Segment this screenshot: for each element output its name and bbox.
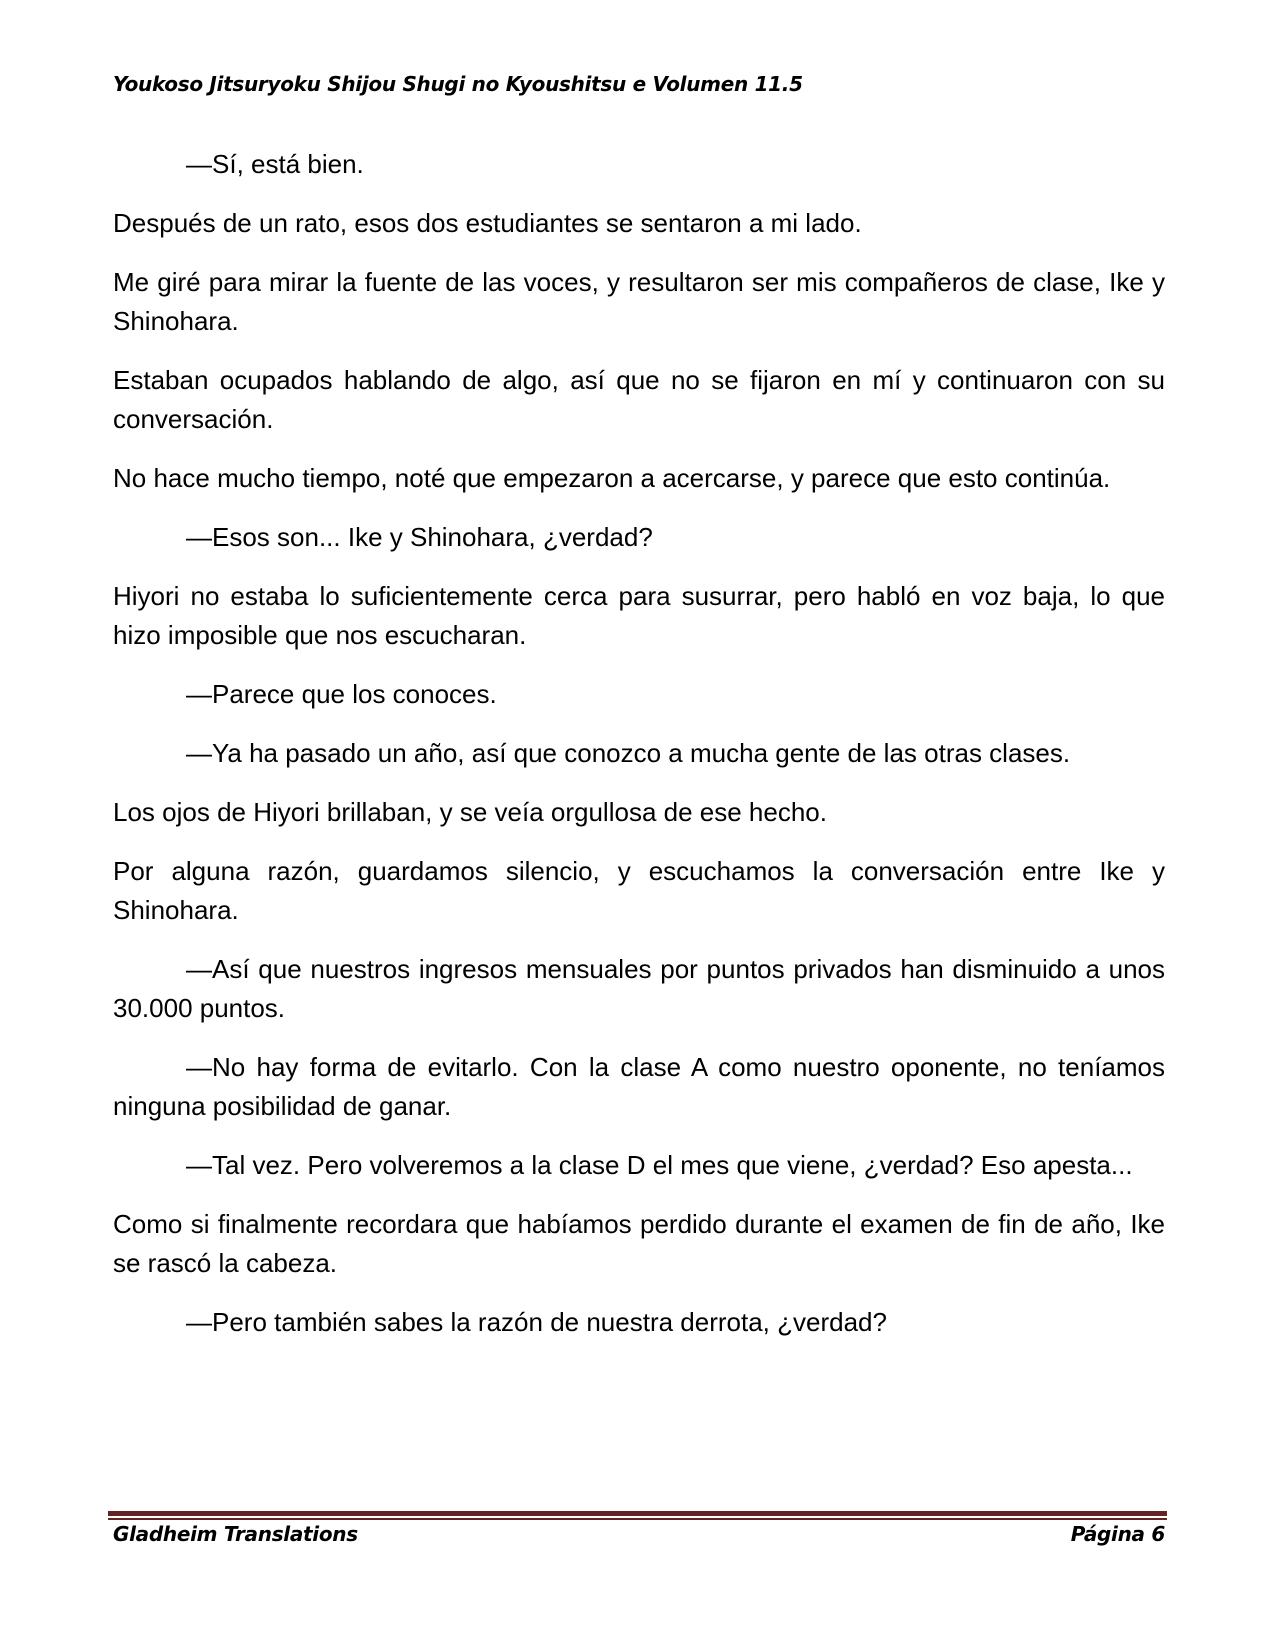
body-text (113, 145, 1165, 1362)
paragraph-dialogue: —Esos son... Ike y Shinohara, ¿verdad? (186, 522, 653, 552)
footer-page-number: Página 6 (1070, 1522, 1165, 1546)
paragraph-dialogue: —Tal vez. Pero volveremos a la clase D el mes que viene, ¿verdad? Eso apesta... (186, 1150, 1133, 1180)
page-footer (113, 1522, 1165, 1552)
footer-translator-credit: Gladheim Translations (113, 1522, 358, 1546)
paragraph: No hace mucho tiempo, noté que empezaron a acercarse, y parece que esto continúa. (113, 463, 1111, 493)
paragraph-dialogue: —Parece que los conoces. (186, 679, 497, 709)
paragraph: Hiyori no estaba lo suficientemente cerca para susurrar, pero habló en voz baja, lo que hizo imposible que nos escucharan. (113, 581, 1165, 650)
paragraph-dialogue: —Ya ha pasado un año, así que conozco a mucha gente de las otras clases. (186, 738, 1071, 768)
paragraph: Después de un rato, esos dos estudiantes se sentaron a mi lado. (113, 208, 862, 238)
paragraph: Me giré para mirar la fuente de las voces, y resultaron ser mis compañeros de clase, Ike y Shinohara. (113, 267, 1165, 336)
paragraph-dialogue: —No hay forma de evitarlo. Con la clase A como nuestro oponente, no teníamos ninguna posibilidad de ganar. (113, 1052, 1165, 1121)
running-header-title: Youkoso Jitsuryoku Shijou Shugi no Kyoushitsu e Volumen 11.5 (113, 72, 803, 96)
paragraph-dialogue: —Así que nuestros ingresos mensuales por puntos privados han disminuido a unos 30.000 puntos. (113, 954, 1165, 1023)
paragraph: Por alguna razón, guardamos silencio, y escuchamos la conversación entre Ike y Shinohara. (113, 856, 1165, 925)
paragraph-dialogue: —Sí, está bien. (186, 149, 364, 179)
paragraph: Como si finalmente recordara que habíamos perdido durante el examen de fin de año, Ike se rascó la cabeza. (113, 1209, 1165, 1278)
paragraph: Estaban ocupados hablando de algo, así que no se fijaron en mí y continuaron con su conversación. (113, 365, 1165, 434)
paragraph-dialogue: —Pero también sabes la razón de nuestra derrota, ¿verdad? (186, 1307, 887, 1337)
footer-divider-thin-line (108, 1518, 1167, 1520)
paragraph: Los ojos de Hiyori brillaban, y se veía orgullosa de ese hecho. (113, 797, 827, 827)
